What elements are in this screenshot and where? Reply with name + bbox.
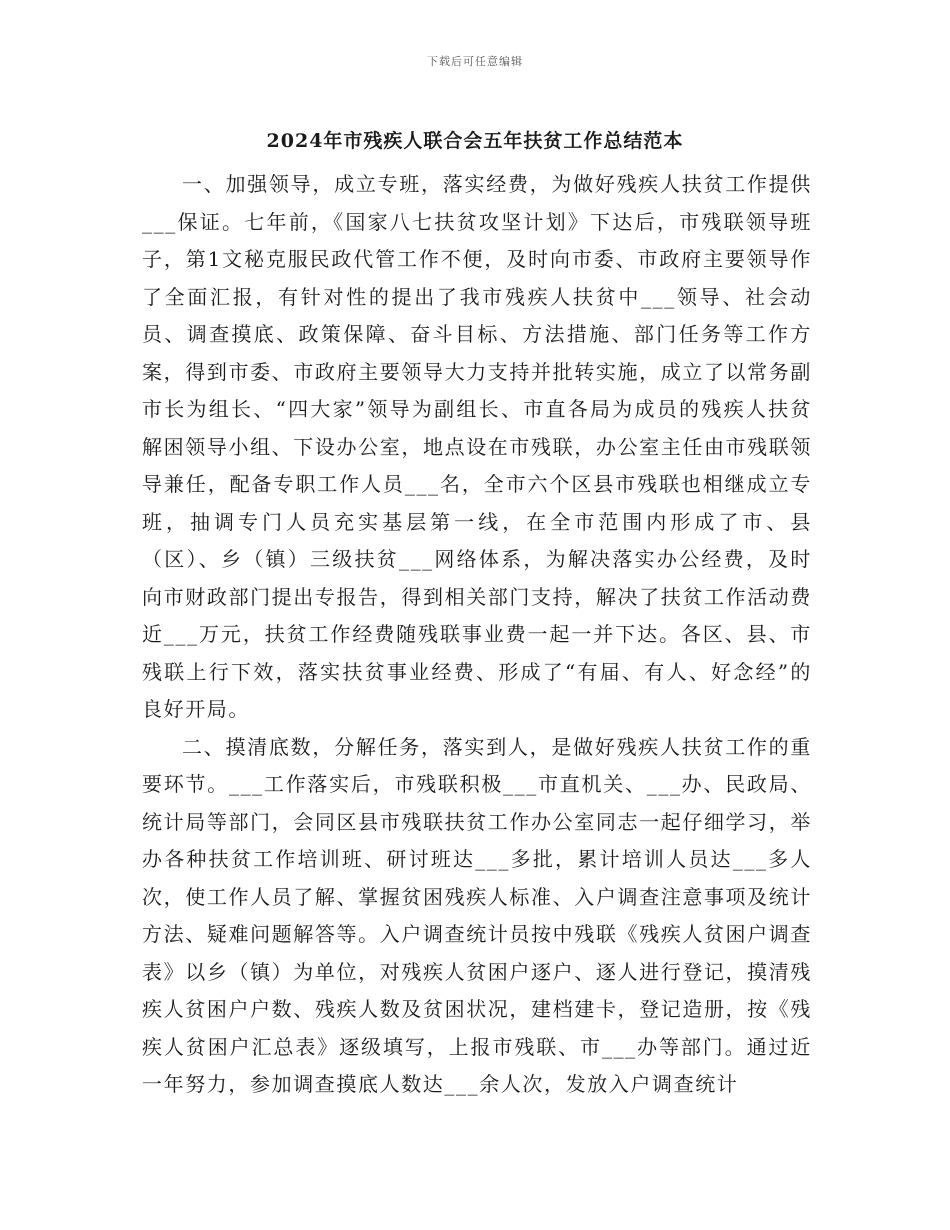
document-title: 2024年市残疾人联合会五年扶贫工作总结范本 xyxy=(266,130,684,152)
paragraph-2: 二、摸清底数，分解任务，落实到人，是做好残疾人扶贫工作的重要环节。___工作落实后，市残联积极___市直机关、___办、民政局、统计局等部门，会同区县市残联扶贫工作办公室同志一起仔细学习，举办各种扶贫工作培训班、研讨班达___多批，累计培训人员达___多人次，使工作人员了解、掌握贫困残疾人标准、入户调查注意事项及统计方法、疑难问题解答等。入户调查统计员按中残联《残疾人贫困户调查表》以乡（镇）为单位，对残疾人贫困户逐户、逐人进行登记，摸清残疾人贫困户户数、残疾人数及贫困状况，建档建卡，登记造册，按《残疾人贫困户汇总表》逐级填写，上报市残联、市___办等部门。通过近一年努力，参加调查摸底人数达___余人次，发放入户调查统计 xyxy=(142,734,812,1096)
paragraph-1: 一、加强领导，成立专班，落实经费，为做好残疾人扶贫工作提供___保证。七年前，《国家八七扶贫攻坚计划》下达后，市残联领导班子，第1文秘克服民政代管工作不便，及时向市委、市政府主要领导作了全面汇报，有针对性的提出了我市残疾人扶贫中___领导、社会动员、调查摸底、政策保障、奋斗目标、方法措施、部门任务等工作方案，得到市委、市政府主要领导大力支持并批转实施，成立了以常务副市长为组长、“四大家”领导为副组长、市直各局为成员的残疾人扶贫解困领导小组、下设办公室，地点设在市残联，办公室主任由市残联领导兼任，配备专职工作人员___名，全市六个区县市残联也相继成立专班，抽调专门人员充实基层第一线，在全市范围内形成了市、县（区）、乡（镇）三级扶贫___网络体系，为解决落实办公经费，及时向市财政部门提出专报告，得到相关部门支持，解决了扶贫工作活动费近___万元，扶贫工作经费随残联事业费一起一并下达。各区、县、市残联上行下效，落实扶贫事业经费、形成了“有届、有人、好念经”的良好开局。 xyxy=(142,172,812,721)
document-body xyxy=(142,166,812,1104)
page-header-note: 下载后可任意编辑 xyxy=(427,55,523,68)
